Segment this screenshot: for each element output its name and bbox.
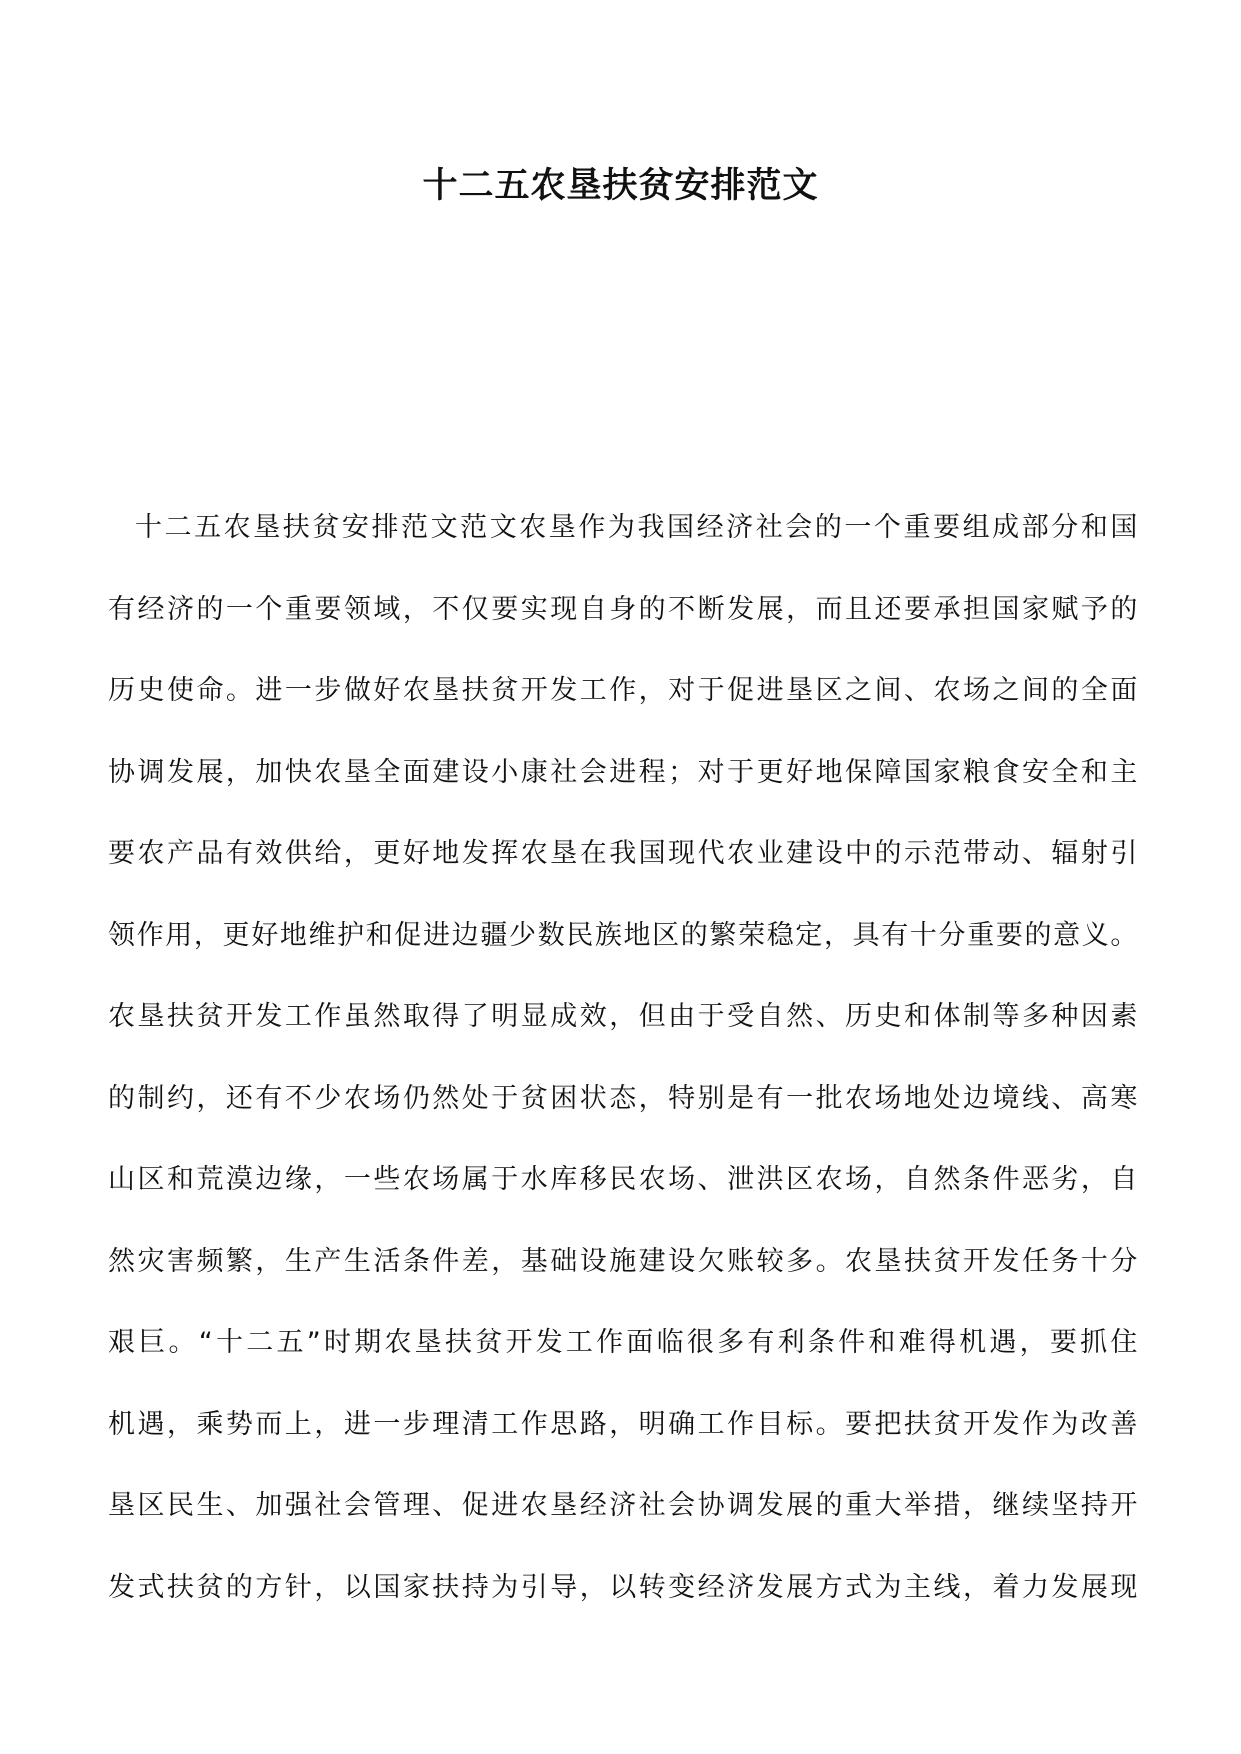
body-line: 协调发展，加快农垦全面建设小康社会进程；对于更好地保障国家粮食安全和主	[108, 756, 1138, 788]
document-body	[108, 506, 1138, 1647]
body-line: 艰巨。“十二五”时期农垦扶贫开发工作面临很多有利条件和难得机遇，要抓住	[108, 1327, 1138, 1358]
body-line: 机遇，乘势而上，进一步理清工作思路，明确工作目标。要把扶贫开发作为改善	[108, 1408, 1138, 1440]
body-line: 历史使命。进一步做好农垦扶贫开发工作，对于促进垦区之间、农场之间的全面	[108, 675, 1138, 706]
body-line: 农垦扶贫开发工作虽然取得了明显成效，但由于受自然、历史和体制等多种因素	[108, 1001, 1138, 1032]
body-line: 十二五农垦扶贫安排范文范文农垦作为我国经济社会的一个重要组成部分和国	[135, 512, 1138, 543]
body-line: 有经济的一个重要领域，不仅要实现自身的不断发展，而且还要承担国家赋予的	[108, 593, 1138, 625]
body-line: 的制约，还有不少农场仍然处于贫困状态，特别是有一批农场地处边境线、高寒	[108, 1082, 1138, 1114]
body-line: 发式扶贫的方针，以国家扶持为引导，以转变经济发展方式为主线，着力发展现	[108, 1571, 1138, 1603]
body-line: 然灾害频繁，生产生活条件差，基础设施建设欠账较多。农垦扶贫开发任务十分	[108, 1245, 1138, 1277]
document-title: 十二五农垦扶贫安排范文	[422, 165, 819, 206]
body-line: 垦区民生、加强社会管理、促进农垦经济社会协调发展的重大举措，继续坚持开	[108, 1490, 1138, 1521]
body-line: 要农产品有效供给，更好地发挥农垦在我国现代农业建设中的示范带动、辐射引	[108, 838, 1138, 869]
body-line: 领作用，更好地维护和促进边疆少数民族地区的繁荣稳定，具有十分重要的意义。	[108, 919, 1138, 951]
body-line: 山区和荒漠边缘，一些农场属于水库移民农场、泄洪区农场，自然条件恶劣，自	[108, 1164, 1138, 1195]
